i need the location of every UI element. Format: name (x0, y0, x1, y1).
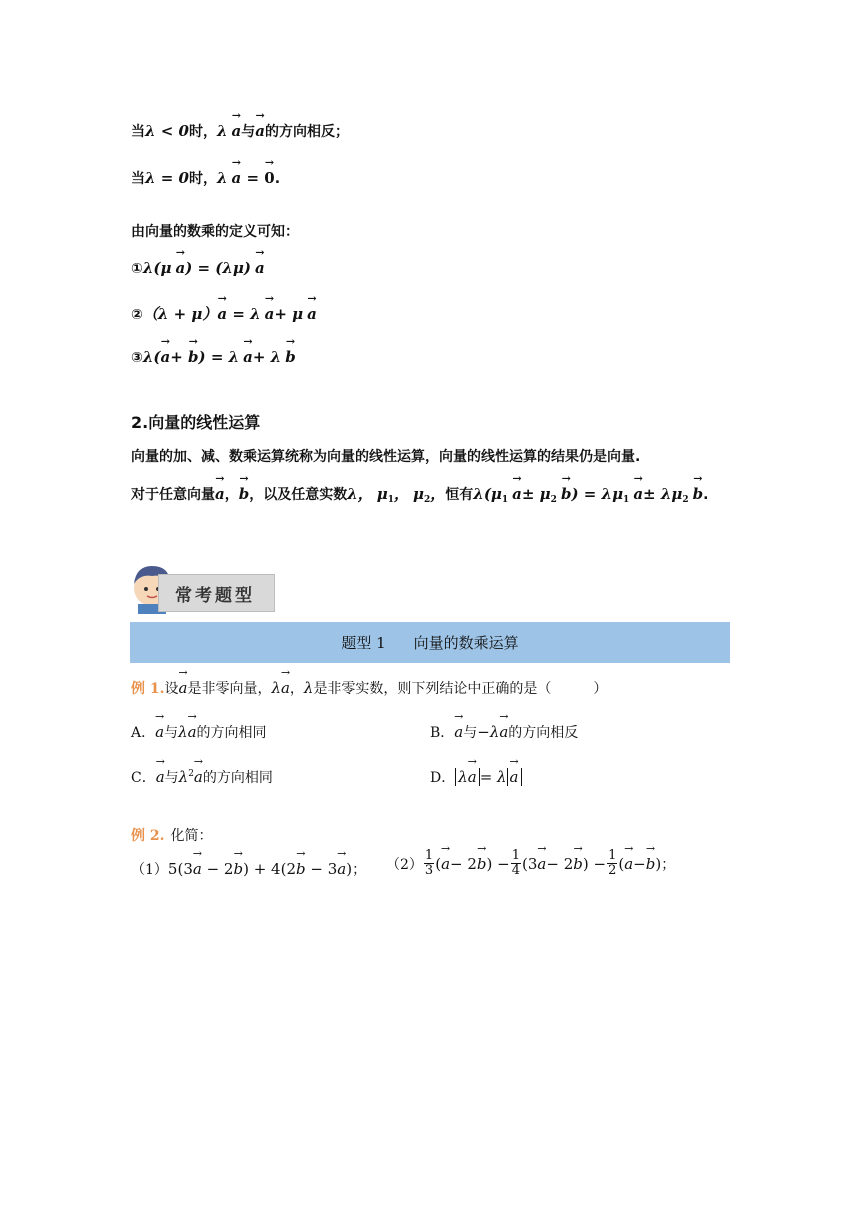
math-distributive-scalar: （λ + μ）→ a = λ→ a+ μ→ a (143, 303, 317, 324)
math-simplify-2: $\frac{1}{3}$ ( → a − 2 → b ) − $\frac{1}{4}$ (3 → a − 2 → b ) − $\frac{1}{2}$ ( → a − → b ) (423, 849, 661, 878)
text: 与 (241, 124, 256, 140)
text: （2） (386, 856, 423, 873)
text: . (274, 171, 281, 187)
text: 与 (164, 770, 179, 786)
topic-label: 题型 1 (341, 634, 386, 652)
text: 是非零实数，则下列结论中正确的是（ ） (313, 681, 608, 697)
option-d[interactable] (430, 767, 522, 787)
math-vector-a: → a (215, 485, 225, 503)
text: 时， (188, 124, 217, 140)
text: 与 (164, 725, 179, 741)
text: 的方向相反 (508, 725, 579, 741)
math-condition: λ < 0 (145, 122, 189, 140)
text: 设 (164, 681, 179, 697)
math-lambda-a: λ→ a (178, 723, 196, 741)
option-b[interactable] (430, 722, 578, 742)
properties-intro: 由向量的数乘的定义可知： (131, 224, 299, 240)
property-2 (131, 303, 317, 324)
section-title: 2.向量的线性运算 (131, 413, 261, 432)
text: A． (131, 725, 156, 741)
property-1 (131, 259, 265, 277)
text: B． (430, 725, 455, 741)
option-a[interactable] (131, 722, 267, 742)
example-2-part-2 (386, 849, 675, 878)
text: ① (131, 261, 143, 277)
text: 当 (131, 171, 145, 187)
text: D． (430, 770, 456, 786)
topic-header (130, 622, 730, 663)
math-abs-equation: λ→ a = λ→ a (455, 768, 521, 786)
text: 的方向相同 (202, 770, 273, 786)
example-1-question (131, 678, 607, 698)
math-vector-b: → b (239, 485, 250, 503)
topic-title: 向量的数乘运算 (413, 634, 519, 652)
math-vector-a: → a (156, 768, 165, 786)
example-label: 例 2. (131, 828, 165, 844)
math-lambda-a: λ→ a (271, 679, 289, 697)
badge-text: 常考题型 (175, 586, 255, 606)
text: ； (352, 862, 367, 878)
math-lambda-a-zero: λ→ a = → 0 (217, 169, 275, 187)
text: . (703, 487, 709, 503)
math-distributive-vector: λ(→ a+ → b) = λ→ a+ λ→ b (143, 348, 296, 366)
text: 当 (131, 124, 145, 140)
math-condition: λ = 0 (145, 169, 189, 187)
text: （1） (131, 862, 168, 878)
text: C． (131, 770, 156, 786)
text: 时， (188, 171, 217, 187)
math-vector-a: → a (454, 723, 463, 741)
math-reals: λ， $\mu_1$， $\mu_2$， (347, 485, 446, 505)
text: 恒有 (445, 487, 474, 503)
section2-paragraph-1: 向量的加、减、数乘运算统称为向量的线性运算，向量的线性运算的结果仍是向量. (131, 449, 641, 465)
example-2-title (131, 825, 213, 845)
text: ， (289, 681, 304, 697)
math-lambda-squared-a: $\lambda^2\to a$ (179, 768, 203, 786)
text: ； (661, 856, 676, 873)
common-question-types-badge (130, 562, 275, 614)
math-associative: λ(μ→ a) = (λμ)→ a (143, 259, 265, 277)
section2-paragraph-2 (131, 483, 708, 505)
math-linear-formula: $\lambda(\mu_1\to a\pm \mu_2\to b) = \lambda\mu_1\to a\pm \lambda\mu_2\to b$ (473, 485, 703, 505)
rule-lambda-negative (131, 121, 349, 141)
text: 的方向相反； (264, 124, 349, 140)
text: 的方向相同 (196, 725, 267, 741)
math-simplify-1: 5(3→ a − 2→ b) + 4(2→ b − 3→ a) (168, 860, 352, 878)
math-vector-a: → a (155, 723, 164, 741)
math-lambda-a: λ→ a (217, 122, 241, 140)
property-3 (131, 348, 296, 366)
option-c[interactable] (131, 767, 273, 787)
example-2-part-1 (131, 859, 366, 879)
math-vector-a: → a (179, 679, 188, 697)
text: ② (131, 307, 143, 323)
text: 化简： (170, 828, 213, 844)
text: ，以及任意实数 (249, 487, 348, 503)
rule-lambda-zero (131, 168, 280, 188)
text: ③ (131, 350, 143, 366)
math-lambda: λ (303, 679, 314, 697)
text: 对于任意向量 (131, 487, 215, 503)
text: 是非零向量， (187, 681, 272, 697)
math-vector-a: → a (255, 122, 265, 140)
text: 与 (463, 725, 478, 741)
math-neg-lambda-a: −λ→ a (477, 723, 508, 741)
text: ， (224, 487, 239, 503)
example-label: 例 1. (131, 681, 165, 697)
